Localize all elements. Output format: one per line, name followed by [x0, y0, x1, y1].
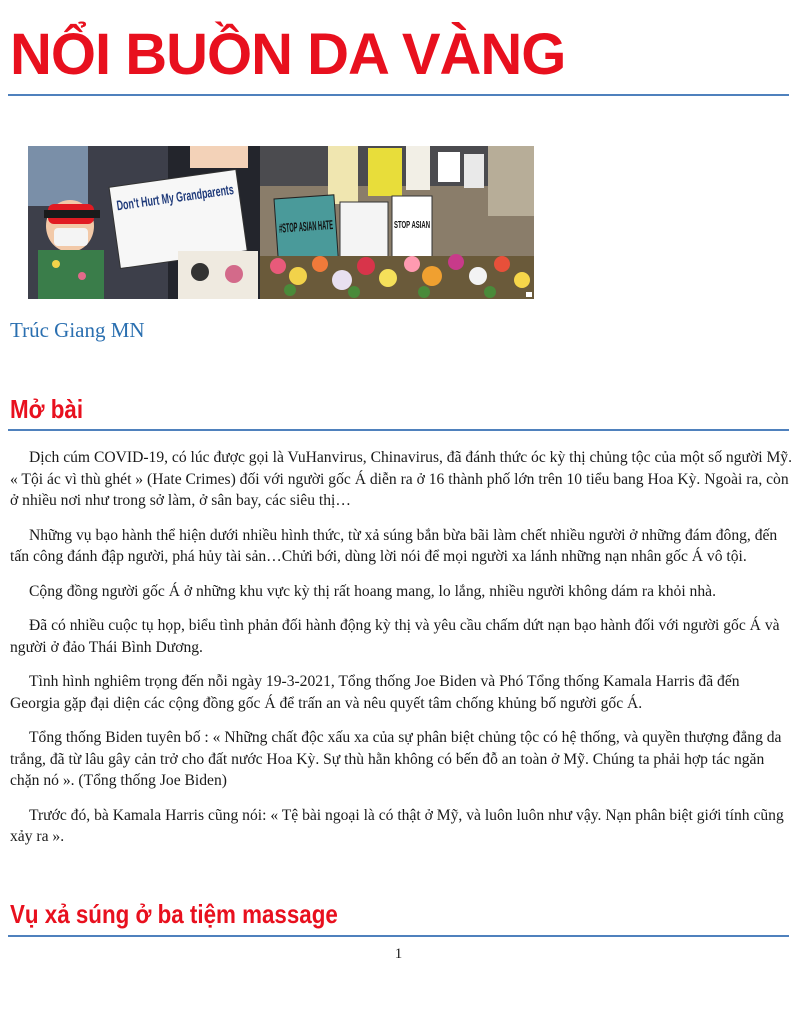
- section-heading-intro: Mở bài: [10, 394, 84, 424]
- section-heading-shooting: Vụ xả súng ở ba tiệm massage: [10, 899, 338, 929]
- paragraph: Tổng thống Biden tuyên bố : « Những chất độc xấu xa của sự phân biệt chủng tộc có hệ thống, và quyền thượng đẳng da trắng, đã từ lâu gây cản trở cho đất nước Hoa Kỳ. Sự thù hằn không có bến đỗ an toàn ở Mỹ. Chúng ta phải hợp tác ngăn chặn nó ». (Tổng thống Joe Biden): [10, 729, 782, 789]
- paragraph: Những vụ bạo hành thể hiện dưới nhiều hình thức, từ xả súng bắn bừa bãi làm chết nhiều người ở những đám đông, đến tấn công đánh đập người, phá hủy tài sản…Chửi bới, dùng lời nói để mọi người xa lánh những nạn nhân gốc Á vô tội.: [10, 526, 778, 565]
- paragraph: Cộng đồng người gốc Á ở những khu vực kỳ thị rất hoang mang, lo lắng, nhiều người không dám ra khỏi nhà.: [29, 582, 716, 600]
- document-title: NỔI BUỒN DA VÀNG: [10, 22, 566, 87]
- paragraph: Đã có nhiều cuộc tụ họp, biểu tình phản đối hành động kỳ thị và yêu cầu chấm dứt nạn bạo hành đối với người gốc Á và người ở đảo Thái Bình Dương.: [10, 617, 780, 656]
- paragraph: Tình hình nghiêm trọng đến nỗi ngày 19-3-2021, Tổng thống Joe Biden và Phó Tổng thống Kamala Harris đã đến Georgia gặp đại diện các cộng đồng gốc Á để trấn an và nêu quyết tâm chống khủng bố người gốc Á.: [10, 673, 740, 712]
- section-rule-shooting: [8, 935, 789, 937]
- sign-text-1: Don't Hurt My Grandparents: [115, 171, 303, 214]
- article-body: [10, 447, 792, 861]
- section-rule-intro: [8, 429, 789, 431]
- page-number: 1: [394, 946, 403, 962]
- header-photo: [28, 146, 534, 299]
- memorial-photo-illustration: [28, 146, 534, 299]
- author-name: Trúc Giang MN: [10, 318, 145, 342]
- paragraph: Dịch cúm COVID-19, có lúc được gọi là VuHanvirus, Chinavirus, đã đánh thức óc kỳ thị chủng tộc của một số người Mỹ. « Tội ác vì thù ghét » (Hate Crimes) đối với người gốc Á diễn ra ở 16 thành phố lớn trên 10 tiểu bang Hoa Kỳ. Ngoài ra, còn ở nhiều nơi như trong sở làm, ở sân bay, các siêu thị…: [10, 449, 793, 509]
- sign-text-3: STOP ASIAN: [394, 220, 430, 231]
- paragraph: Trước đó, bà Kamala Harris cũng nói: « Tệ bài ngoại là có thật ở Mỹ, và luôn luôn như vậy. Nạn phân biệt giới tính cũng xảy ra ».: [10, 806, 784, 845]
- title-rule: [8, 94, 789, 96]
